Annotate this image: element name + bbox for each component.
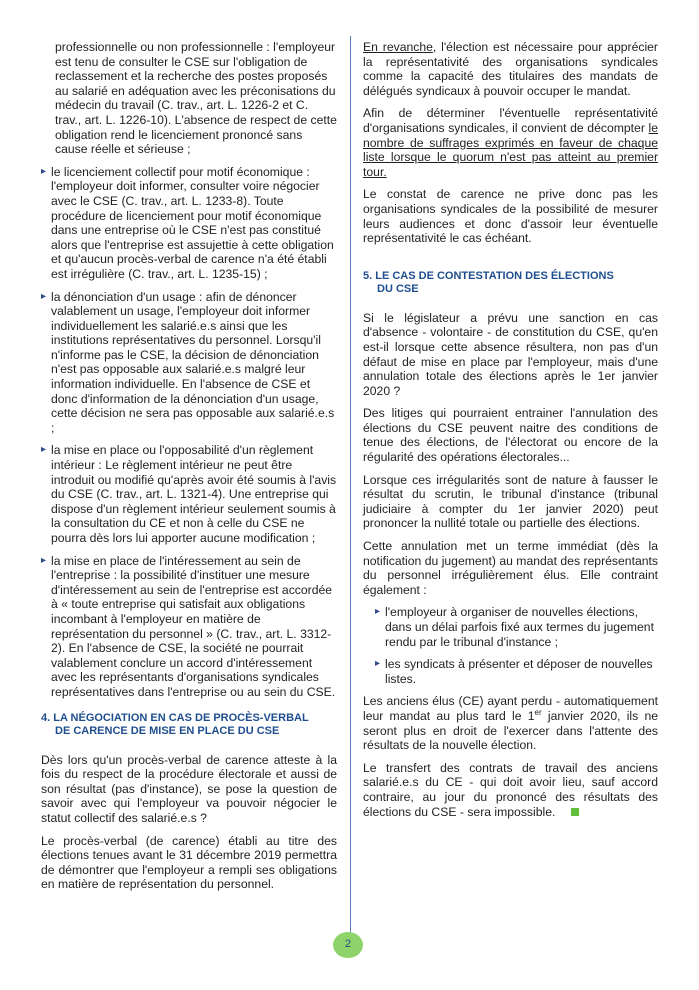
list-item [41, 165, 337, 282]
page-number: 2 [333, 932, 363, 958]
section-4-paragraph: Le procès-verbal (de carence) établi au titre des élections tenues avant le 31 décembre 2019 permettra de démontrer que l'employeur a rempli ses obligations en matière de représentation du personnel. [41, 833, 337, 892]
right-column [363, 40, 658, 827]
section-5-heading [363, 270, 658, 297]
underlined-phrase: le nombre de suffrages exprimés en faveur de chaque liste lorsque le quorum n'est pas atteint au premier tour. [363, 120, 658, 179]
list-item-text: la mise en place de l'intéressement au sein de l'entreprise : la possibilité d'instituer une mesure d'intéressement au sein de l'entreprise est accordée à « toute entreprise qui satisfait aux obligations incombant à l'employeur en matière de représentation du personnel » (C. trav., art. L. 3312-2). En l'absence de CSE, la société ne pourrait valablement conclure un accord d'intéressement avec les représentants d'organisations syndicales représentatives dans l'entreprise ou au sein du CSE. [51, 553, 336, 699]
section-5-paragraph: Lorsque ces irrégularités sont de nature à fausser le résultat du scrutin, le tribunal d'instance (tribunal judiciaire à compter du 1er janvier 2020) peut prononcer la nullité totale ou partielle des élections. [363, 472, 658, 531]
right-paragraph [363, 106, 658, 179]
list-item [41, 443, 337, 545]
list-item-text: la dénonciation d'un usage : afin de dénoncer valablement un usage, l'employeur doit informer individuellement les salarié.e.s ainsi que les institutions représentatives du personnel. Lorsqu'il n'informe pas le CSE, la décision de dénonciation n'est pas opposable aux salarié.e.s malgré leur information individuelle. En l'absence de CSE et donc d'information de la dénonciation d'un usage, cette décision ne sera pas opposable aux salarié.e.s ; [51, 289, 335, 435]
section-5-paragraph: Si le législateur a prévu une sanction en cas d'absence - volontaire - de constitution du CSE, qu'en est-il lorsque cette absence résultera, non pas d'un défaut de mise en place par l'employeur, mais d'une annulation totale des élections après le 1er janvier 2020 ? [363, 310, 658, 398]
paragraph-text: Le transfert des contrats de travail des anciens salarié.e.s du CE - qui doit avoir lieu, sauf accord contraire, au jour du prononcé des résultats des élections du CSE - sera impossible. [363, 760, 658, 819]
triangle-right-icon: ▸ [41, 165, 47, 177]
triangle-right-icon: ▸ [41, 290, 47, 302]
list-item-text: l'employeur à organiser de nouvelles élections, dans un délai parfois fixé aux termes du jugement rendu par le tribunal d'instance ; [385, 605, 654, 649]
triangle-right-icon: ▸ [41, 444, 47, 456]
list-item [363, 605, 658, 649]
section-4-paragraph: Dès lors qu'un procès-verbal de carence atteste à la fois du respect de la procédure électorale et aussi de son résultat (pas d'instance), se pose la question de savoir avec qui l'employeur va pouvoir négocier le statut collectif des salarié.e.s ? [41, 752, 337, 825]
list-item-text: le licenciement collectif pour motif économique : l'employeur doit informer, consulter voire négocier avec le CSE (C. trav., art. L. 1233-8). Toute procédure de licenciement pour motif économique dans une entreprise où le CSE n'est pas constitué alors que l'entreprise est assujettie à cette obligation et qu'aucun procès-verbal de carence n'a été établi est irrégulière (C. trav., art. L. 1235-15) ; [51, 164, 334, 281]
paragraph-text: Afin de déterminer l'éventuelle représentativité d'organisations syndicales, il convient de décompter [363, 106, 658, 135]
paragraph-text: janvier 2020, ils ne seront plus en droit de l'exercer dans l'attente des résultats de la nouvelle élection. [363, 708, 659, 753]
triangle-right-icon: ▸ [41, 554, 47, 566]
underlined-phrase: En revanche [363, 40, 433, 54]
list-item-text: la mise en place ou l'opposabilité d'un règlement intérieur : Le règlement intérieur ne peut être introduit ou modifié qu'après avoir été soumis à l'avis du CSE (C. trav., art. L. 1321-4). Une entreprise qui dispose d'un règlement intérieur seulement soumis à la consultation du CE et non à celle du CSE ne pourra dès lors lui apporter aucune modification ; [51, 443, 337, 545]
list-item-text: les syndicats à présenter et déposer de nouvelles listes. [385, 657, 653, 686]
list-item [41, 554, 337, 700]
intro-paragraph: professionnelle ou non professionnelle : l'employeur est tenu de consulter le CSE sur l'obligation de reclassement et la recherche des postes proposés au salarié en adéquation avec les préconisations du médecin du travail (C. trav., art. L. 1226-2 et C. trav., art. L. 1226-10). L'absence de respect de cette obligation rend le licenciement prononcé sans cause réelle et sérieuse ; [55, 40, 337, 157]
section-4-heading [41, 712, 337, 739]
triangle-right-icon: ▸ [375, 658, 381, 670]
section-5-paragraph: Cette annulation met un terme immédiat (dès la notification du jugement) au mandat des représentants du personnel irrégulièrement élus. Elle contraint également : [363, 539, 658, 597]
triangle-right-icon: ▸ [375, 606, 381, 618]
section-5-paragraph [363, 761, 658, 819]
right-paragraph [363, 40, 658, 98]
section-5-title-line1: 5. LE CAS DE CONTESTATION DES ÉLECTIONS [363, 269, 614, 282]
section-4-title-line2: DE CARENCE DE MISE EN PLACE DU CSE [55, 725, 280, 738]
left-column [41, 40, 337, 900]
superscript: er [534, 707, 542, 717]
list-item [41, 290, 337, 436]
green-square-icon [571, 808, 579, 816]
right-paragraph: Le constat de carence ne prive donc pas les organisations syndicales de la possibilité de mesurer leurs audiences et donc d'assoir leur éventuelle représentativité le cas échéant. [363, 187, 658, 246]
paragraph-text: , l'élection est nécessaire pour apprécier la représentativité des organisations syndicales comme la capacité des titulaires des mandats de délégués syndicaux à pouvoir occuper le mandat. [363, 40, 658, 98]
section-5-title-line2: DU CSE [377, 283, 419, 296]
list-item [363, 657, 658, 686]
column-divider [350, 36, 351, 941]
section-5-paragraph: Des litiges qui pourraient entrainer l'annulation des élections du CSE peuvent naitre des conditions de tenue des élections, de l'électorat ou encore de la régularité des opérations électorales... [363, 406, 658, 465]
section-5-paragraph [363, 694, 658, 752]
paragraph-text: Les anciens élus (CE) ayant perdu - automatiquement leur mandat au plus tard le 1 [363, 694, 658, 723]
section-4-title-line1: 4. LA NÉGOCIATION EN CAS DE PROCÈS-VERBAL [41, 711, 309, 724]
